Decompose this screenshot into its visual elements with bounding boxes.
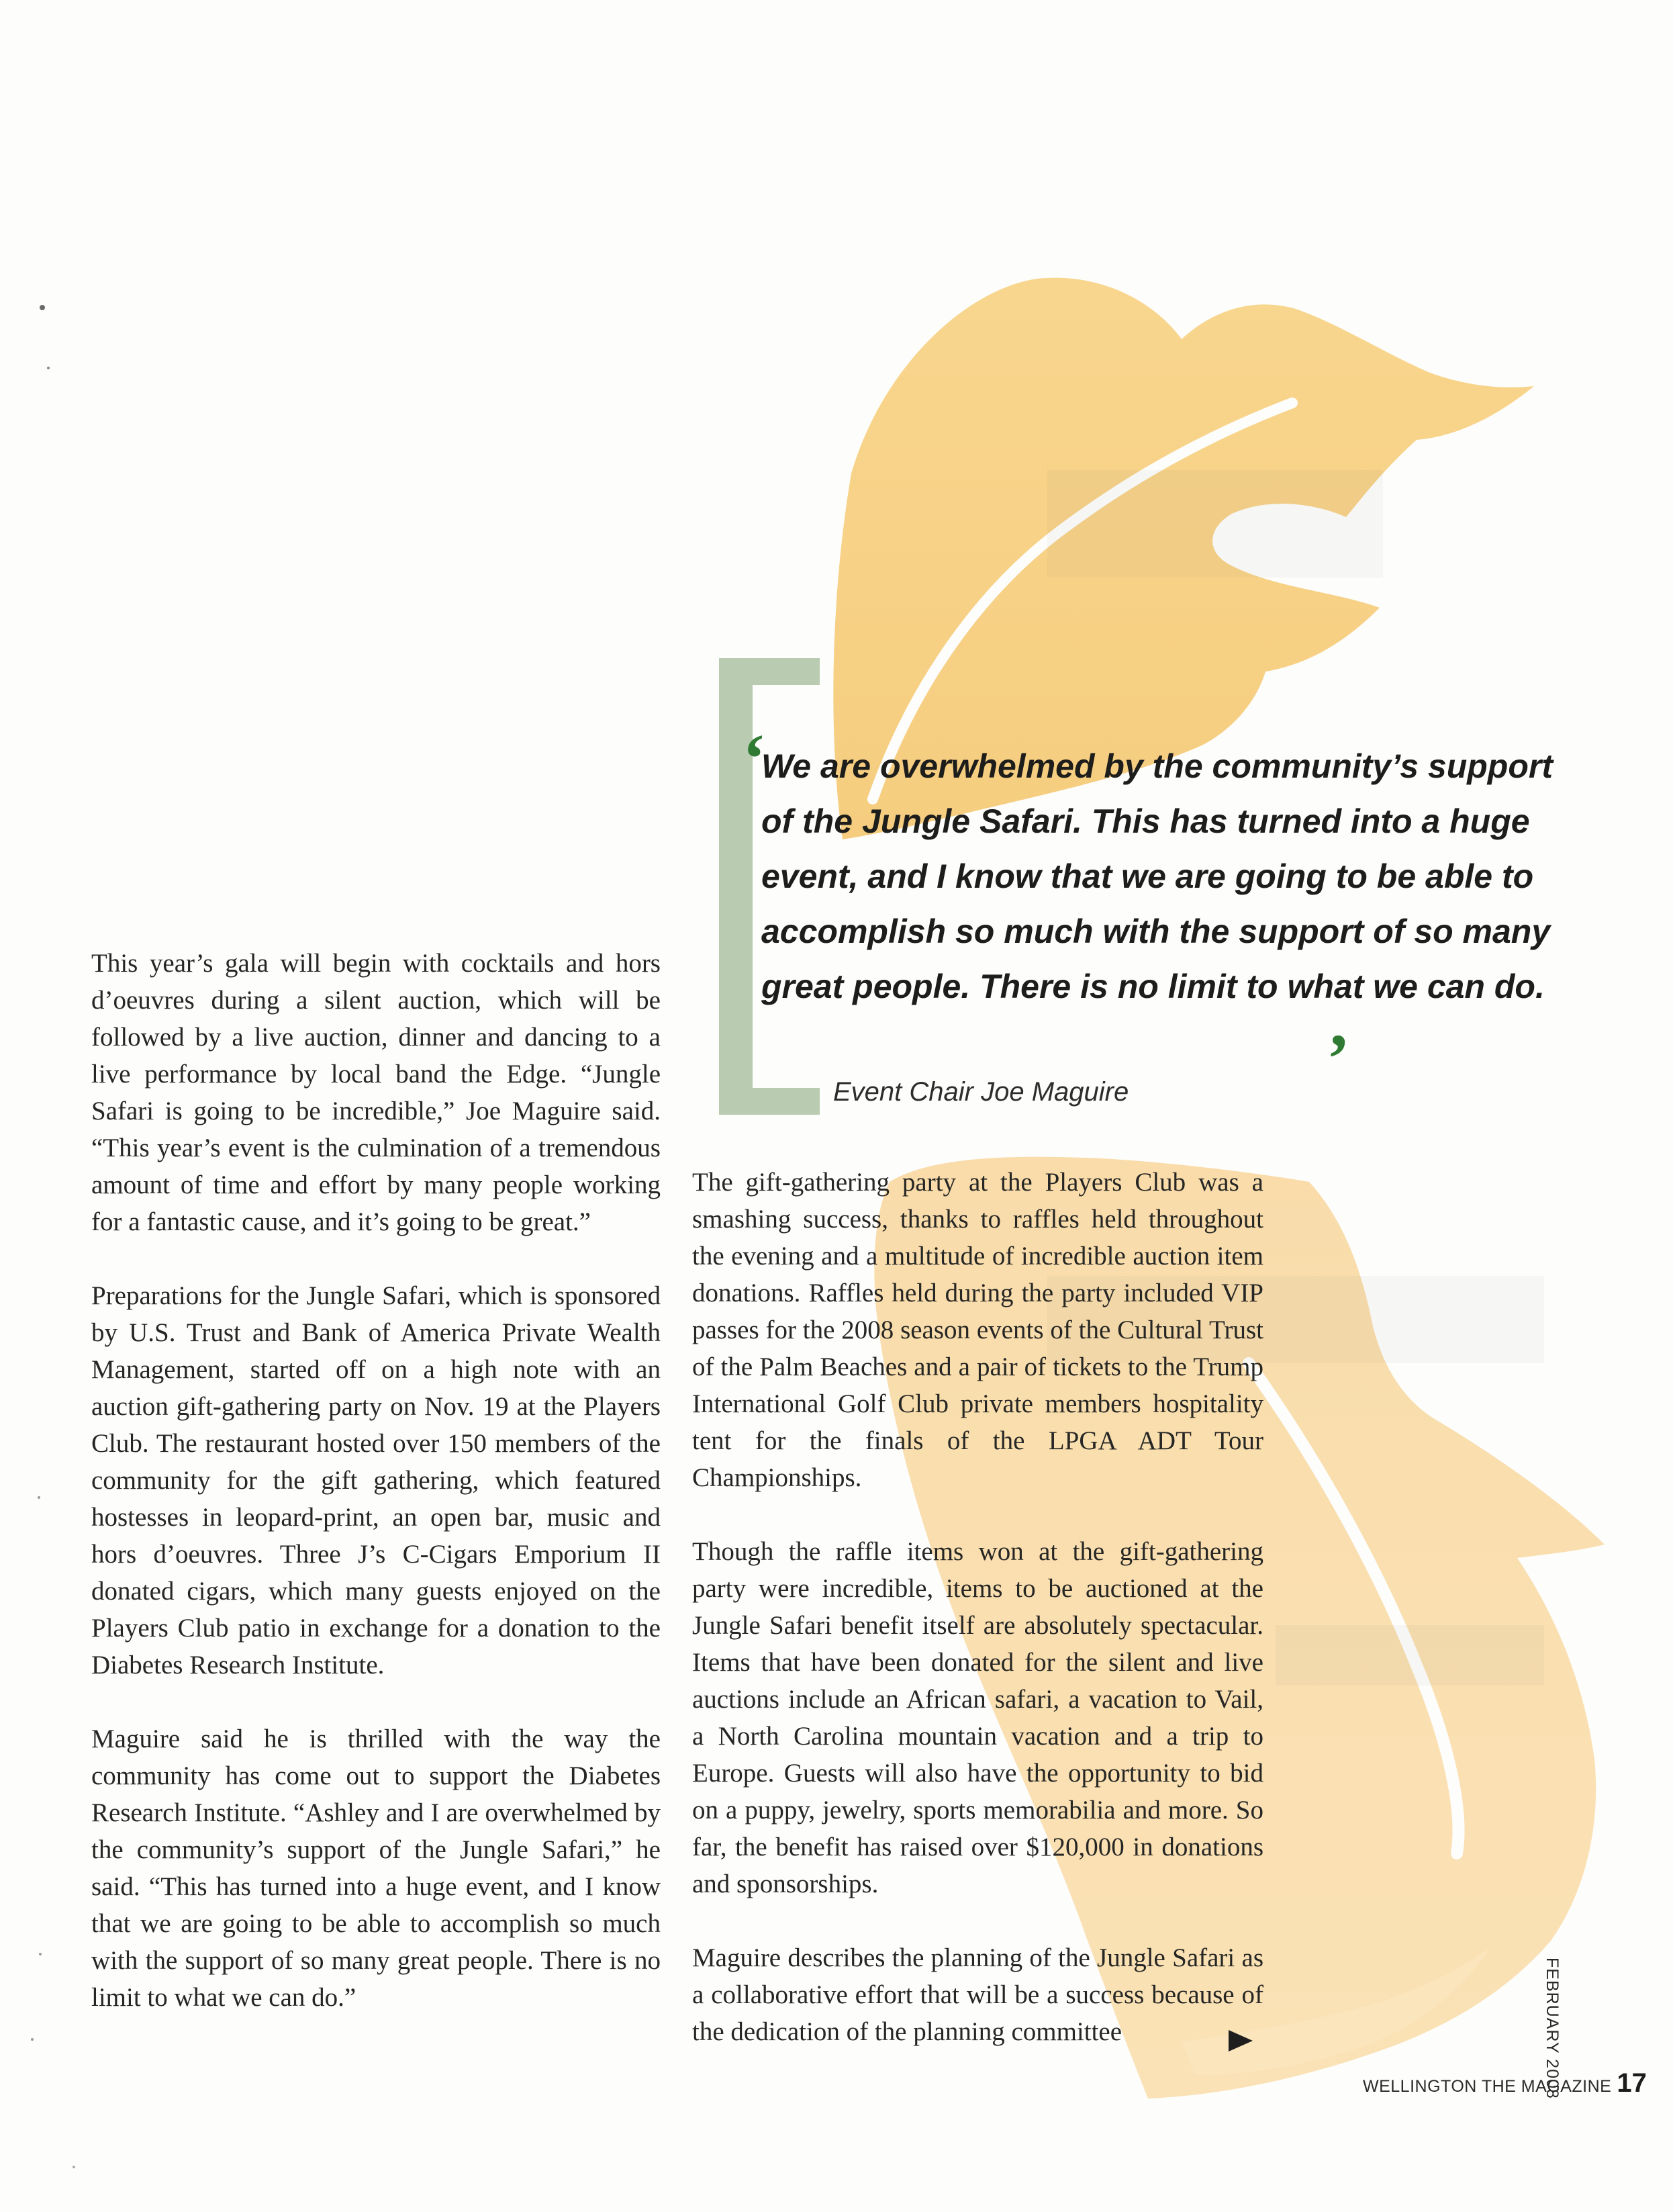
pull-quote-attribution: Event Chair Joe Maguire bbox=[833, 1077, 1129, 1107]
pull-quote bbox=[692, 658, 1565, 1128]
continue-arrow-icon bbox=[1229, 2030, 1253, 2052]
body-paragraph: Preparations for the Jungle Safari, which is sponsored by U.S. Trust and Bank of America Private Wealth Management, started off on a high note with an auction gift-gathering party on Nov. 19 at the Players Club. The restaurant hosted over 150 members of the community for the gift gathering, which featured hostesses in leopard-print, an open bar, music and hors d’oeuvres. Three J’s C-Cigars Emporium II donated cigars, which many guests enjoyed on the Players Club patio in exchange for a donation to the Diabetes Research Institute. bbox=[91, 1281, 661, 1679]
body-paragraph: Maguire describes the planning of the Jungle Safari as a collaborative effort that will be a success because of the dedication of the planning committee bbox=[692, 1943, 1263, 2046]
right-text-column bbox=[692, 1164, 1263, 2050]
left-text-column bbox=[91, 945, 661, 2016]
magazine-name: WELLINGTON THE MAGAZINE bbox=[1363, 2077, 1612, 2096]
body-paragraph: Though the raffle items won at the gift-gathering party were incredible, items to be auctioned at the Jungle Safari benefit itself are absolutely spectacular. Items that have been donated for the silent and live auctions include an African safari, a vacation to Vail, a North Carolina mountain vacation and a trip to Europe. Guests will also have the opportunity to bid on a puppy, jewelry, sports memorabilia and more. So far, the benefit has raised over $120,000 in donations and sponsorships. bbox=[692, 1537, 1263, 1898]
quote-close-icon: ’ bbox=[1327, 1020, 1350, 1097]
page-folio bbox=[1363, 2068, 1647, 2099]
issue-date-label: FEBRUARY 2008 bbox=[1543, 1957, 1562, 2099]
body-paragraph: Maguire said he is thrilled with the way the community has come out to support the Diabetes Research Institute. “Ashley and I are overwhelmed by the community’s support of the Jungle Safari,” he said. “This has turned into a huge event, and I know that we are going to be able to accomplish so much with the support of so many great people. There is no limit to what we can do.” bbox=[91, 1724, 661, 2012]
quote-open-icon: ‘ bbox=[743, 720, 766, 797]
body-paragraph: The gift-gathering party at the Players Club was a smashing success, thanks to raffles held throughout the evening and a multitude of incredible auction item donations. Raffles held during the party included VIP passes for the 2008 season events of the Cultural Trust of the Palm Beaches and a pair of tickets to the Trump International Golf Club private members hospitality tent for the finals of the LPGA ADT Tour Championships. bbox=[692, 1168, 1263, 1492]
page-number: 17 bbox=[1617, 2068, 1647, 2098]
body-paragraph: This year’s gala will begin with cocktails and hors d’oeuvres during a silent auction, which will be followed by a live auction, dinner and dancing to a live performance by local band the Edge. “Jungle Safari is going to be incredible,” Joe Maguire said. “This year’s event is the culmination of a tremendous amount of time and effort by many people working for a fantastic cause, and it’s going to be great.” bbox=[91, 949, 661, 1236]
pull-quote-text: We are overwhelmed by the community’s support of the Jungle Safari. This has turned into a huge event, and I know that we are going to be able to accomplish so much with the support of so many great people. There is no limit to what we can do. bbox=[761, 747, 1554, 1005]
scan-specks bbox=[0, 0, 81, 2212]
